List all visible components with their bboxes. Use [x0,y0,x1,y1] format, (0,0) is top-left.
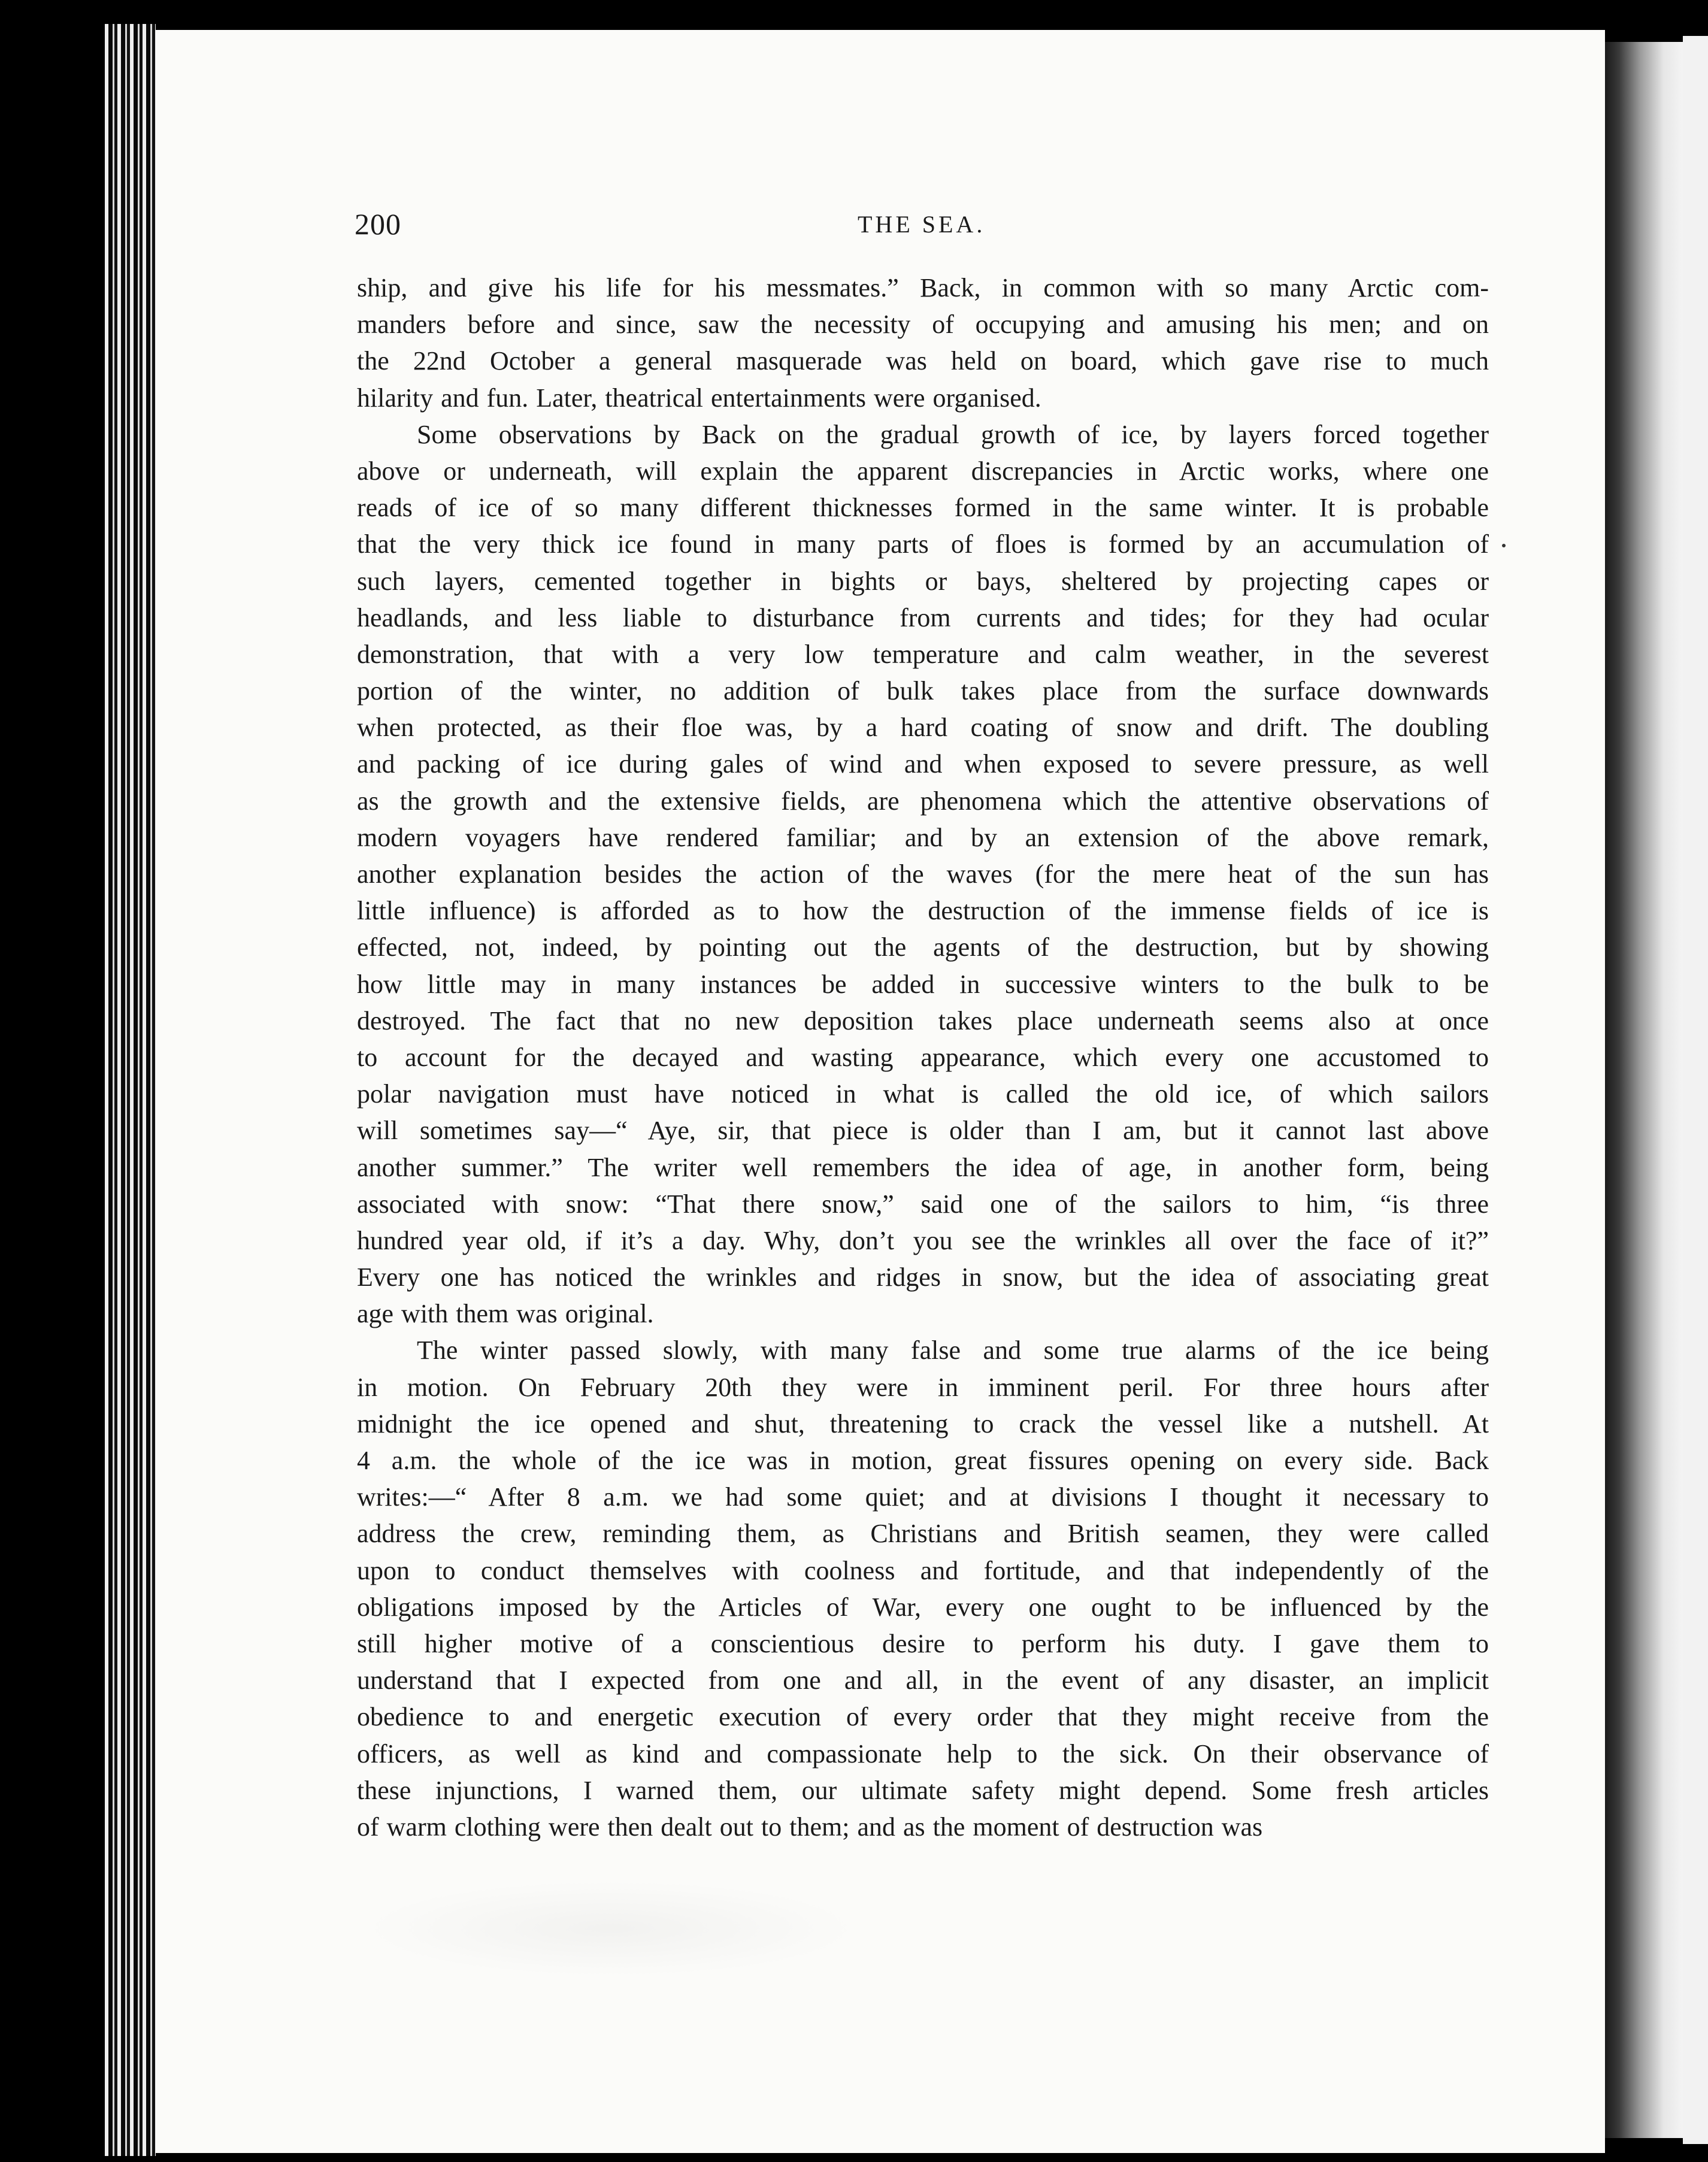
text-line: will sometimes say—“ Aye, sir, that piece is older than I am, but it cannot last above [357,1116,1489,1146]
text-line: destroyed. The fact that no new deposition takes place underneath seems also at once [357,1006,1489,1035]
text-line: demonstration, that with a very low temperature and calm weather, in the severest [357,639,1489,669]
text-line: in motion. On February 20th they were in imminent peril. For three hours after [357,1372,1489,1402]
text-line: ship, and give his life for his messmates.” Back, in common with so many Arctic com- [357,273,1489,302]
facing-page-edge [1683,36,1708,2144]
text-line: 4 a.m. the whole of the ice was in motion, great fissures opening on every side. Back [357,1446,1489,1475]
text-line: and packing of ice during gales of wind and when exposed to severe pressure, as well [357,749,1489,779]
text-line: polar navigation must have noticed in what is called the old ice, of which sailors [357,1079,1489,1109]
running-head [355,207,1492,243]
stray-ink-mark [1502,544,1506,547]
text-line: above or underneath, will explain the apparent discrepancies in Arctic works, where one [357,456,1489,486]
paragraph [357,416,1489,1333]
text-line: Every one has noticed the wrinkles and ridges in snow, but the idea of associating great [357,1262,1489,1292]
text-line: obligations imposed by the Articles of War, every one ought to be influenced by the [357,1592,1489,1622]
text-line: writes:—“ After 8 a.m. we had some quiet; and at divisions I thought it necessary to [357,1482,1489,1512]
text-line: manders before and since, saw the necessity of occupying and amusing his men; and on [357,310,1489,340]
text-line: of warm clothing were then dealt out to them; and as the moment of destruction was [357,1812,1263,1842]
paragraph [357,1332,1489,1845]
text-line: when protected, as their floe was, by a hard coating of snow and drift. The doubling [357,713,1489,743]
text-line: how little may in many instances be added in successive winters to the bulk to be [357,969,1489,999]
text-line: hundred year old, if it’s a day. Why, don’t you see the wrinkles all over the face of it?” [357,1225,1489,1255]
page-number: 200 [355,207,401,241]
show-through-stamp [365,1881,856,1976]
text-line: hilarity and fun. Later, theatrical entertainments were organised. [357,383,1041,413]
book-binding-edge [105,24,156,2156]
running-title: THE SEA. [858,211,986,238]
text-line: little influence) is afforded as to how the destruction of the immense fields of ice is [357,896,1489,926]
text-line: obedience to and energetic execution of every order that they might receive from the [357,1702,1489,1732]
text-line: modern voyagers have rendered familiar; and by an extension of the above remark, [357,822,1489,852]
text-line: that the very thick ice found in many parts of floes is formed by an accumulation of [357,529,1489,559]
text-line: another summer.” The writer well remembers the idea of age, in another form, being [357,1152,1489,1182]
text-line: headlands, and less liable to disturbance from currents and tides; for they had ocular [357,602,1489,632]
text-line: associated with snow: “That there snow,” said one of the sailors to him, “is three [357,1189,1489,1219]
text-line: address the crew, reminding them, as Christians and British seamen, they were called [357,1519,1489,1549]
text-line: effected, not, indeed, by pointing out the agents of the destruction, but by showing [357,932,1489,962]
text-line: still higher motive of a conscientious desire to perform his duty. I gave them to [357,1628,1489,1658]
text-line: such layers, cemented together in bights or bays, sheltered by projecting capes or [357,566,1489,596]
text-line: as the growth and the extensive fields, are phenomena which the attentive observations of [357,786,1489,816]
text-line: midnight the ice opened and shut, threatening to crack the vessel like a nutshell. At [357,1409,1489,1439]
text-line: Some observations by Back on the gradual growth of ice, by layers forced together [417,419,1489,449]
text-line: The winter passed slowly, with many false and some true alarms of the ice being [417,1336,1489,1365]
page-gutter-shadow [1605,42,1683,2138]
text-line: the 22nd October a general masquerade was held on board, which gave rise to much [357,346,1489,376]
text-line: officers, as well as kind and compassionate help to the sick. On their observance of [357,1739,1489,1769]
text-line: to account for the decayed and wasting appearance, which every one accustomed to [357,1042,1489,1072]
body-text [357,270,1489,1845]
text-line: understand that I expected from one and all, in the event of any disaster, an implicit [357,1666,1489,1695]
text-line: upon to conduct themselves with coolness and fortitude, and that independently of the [357,1555,1489,1585]
text-line: age with them was original. [357,1299,654,1329]
text-line: reads of ice of so many different thicknesses formed in the same winter. It is probable [357,493,1489,523]
text-line: another explanation besides the action of the waves (for the mere heat of the sun has [357,859,1489,889]
text-line: these injunctions, I warned them, our ultimate safety might depend. Some fresh articles [357,1775,1489,1805]
text-line: portion of the winter, no addition of bulk takes place from the surface downwards [357,676,1489,706]
paragraph [357,270,1489,416]
